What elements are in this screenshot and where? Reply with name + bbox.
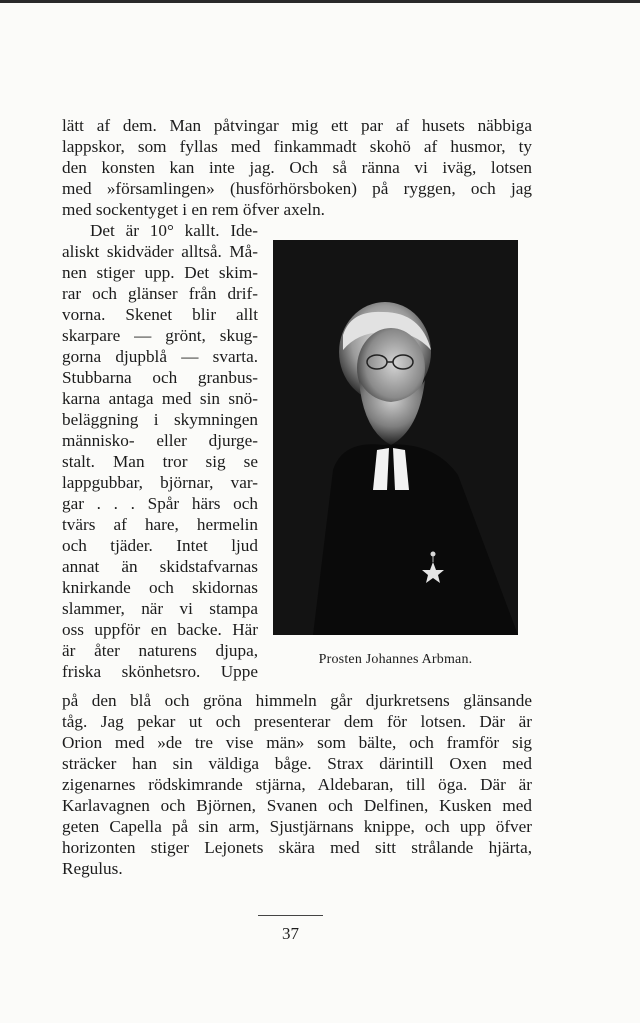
text-line: Det är 10° kallt. Ide- (90, 221, 258, 240)
text-line: nen stiger upp. Det skim- (62, 263, 258, 282)
text-line: slammer, när vi stampa (62, 599, 258, 618)
text-line: aliskt skidväder alltså. Må- (62, 242, 258, 261)
text-line: gorna djupblå — svarta. (62, 347, 258, 366)
text-line: lappgubbar, björnar, var- (62, 473, 258, 492)
text-line: Karlavagnen och Björnen, Svanen och Delfinen, Kusken med (62, 796, 532, 815)
page-number-rule (258, 915, 323, 916)
text-line: lappskor, som fyllas med finkammadt skohö af husmor, ty (62, 137, 532, 156)
text-line: geten Capella på sin arm, Sjustjärnans knippe, och upp öfver (62, 817, 532, 836)
text-line: vorna. Skenet blir allt (62, 305, 258, 324)
text-line: Regulus. (62, 859, 123, 878)
portrait-photo (273, 240, 518, 635)
text-line: karna antaga med sin snö- (62, 389, 258, 408)
text-line: och tjäder. Intet ljud (62, 536, 258, 555)
text-line: med sockentyget i en rem öfver axeln. (62, 200, 325, 219)
top-border-rule (0, 0, 640, 3)
paragraph-top (62, 115, 532, 220)
text-line: lätt af dem. Man påtvingar mig ett par af husets näbbiga (62, 116, 532, 135)
text-line: gar . . . Spår härs och (62, 494, 258, 513)
text-line: tvärs af hare, hermelin (62, 515, 258, 534)
text-line: Stubbarna och granbus- (62, 368, 258, 387)
text-line: friska skönhetsro. Uppe (62, 662, 258, 681)
text-line: stalt. Man tror sig se (62, 452, 258, 471)
text-line: horizonten stiger Lejonets skära med sitt strålande hjärta, (62, 838, 532, 857)
page-number: 37 (282, 924, 299, 943)
text-line: annat än skidstafvarnas (62, 557, 258, 576)
text-line: är åter naturens djupa, (62, 641, 258, 660)
text-line: Orion med »de tre vise män» som bälte, och framför sig (62, 733, 532, 752)
text-line: knirkande och skidornas (62, 578, 258, 597)
text-line: oss uppför en backe. Här (62, 620, 258, 639)
text-line: med »församlingen» (husförhörsboken) på ryggen, och jag (62, 179, 532, 198)
text-line: den konsten kan inte jag. Och så ränna vi iväg, lotsen (62, 158, 532, 177)
paragraph-bottom (62, 690, 532, 879)
text-line: beläggning i skymningen (62, 410, 258, 429)
text-line: skarpare — grönt, skug- (62, 326, 258, 345)
text-line: zigenarnes rödskimrande stjärna, Aldebaran, till öga. Där är (62, 775, 532, 794)
text-line: människo- eller djurge- (62, 431, 258, 450)
text-line: sträcker han sin väldiga båge. Strax därintill Oxen med (62, 754, 532, 773)
text-line: rar och glänser från drif- (62, 284, 258, 303)
text-line: tåg. Jag pekar ut och presenterar dem för lotsen. Där är (62, 712, 532, 731)
paragraph-wrapped-column (62, 220, 258, 682)
photo-caption: Prosten Johannes Arbman. (318, 652, 473, 667)
text-line: på den blå och gröna himmeln går djurkretsens glänsande (62, 691, 532, 710)
